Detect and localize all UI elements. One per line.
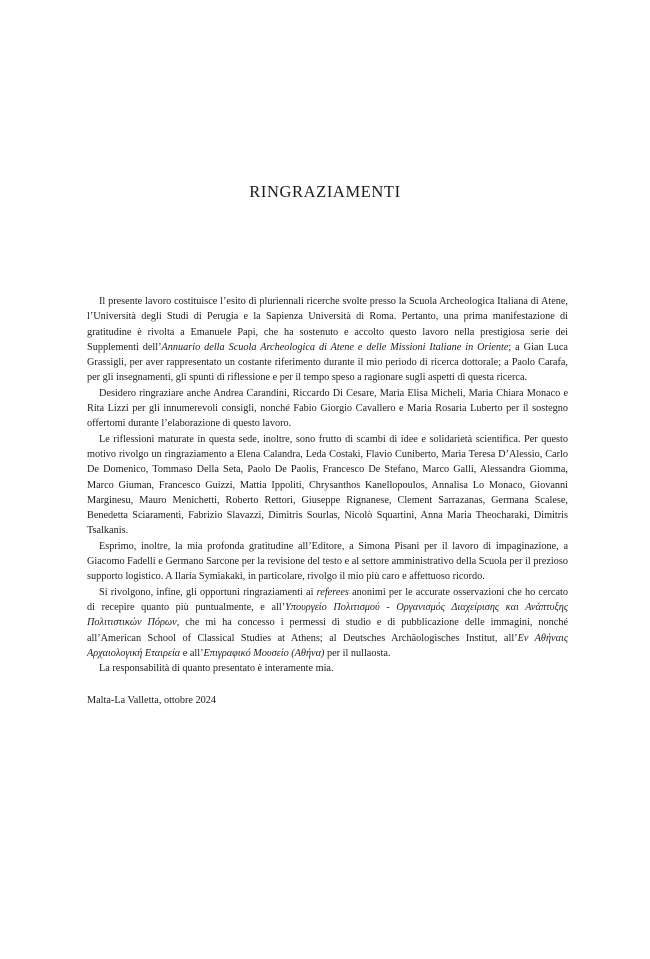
text-run: e all’ — [180, 647, 204, 659]
text-run: Si rivolgono, infine, gli opportuni ringraziamenti ai — [99, 586, 317, 598]
text-run: Desidero ringraziare anche Andrea Carandini, Riccardo Di Cesare, Maria Elisa Micheli, Maria Chiara Monaco e Rita Lizzi per gli innumerevoli consigli, nonché Fabio Giorgio Cavallero e Maria Rosaria Luberto per il sostegno offertomi durante l’elaborazione di questo lavoro. — [87, 387, 568, 430]
text-run: per il nullaosta. — [324, 647, 391, 659]
text-run: Esprimo, inoltre, la mia profonda gratitudine all’Editore, a Simona Pisani per il lavoro di impaginazione, a Giacomo Fadelli e Germano Sarcone per la revisione del testo e al settore amministrativo della Scuola per il prezioso supporto logistico. A Ilaria Symiakaki, in particolare, rivolgo il mio più caro e affettuoso ricordo. — [87, 540, 568, 583]
paragraph — [87, 432, 568, 539]
paragraph — [87, 539, 568, 585]
text-run: Le riflessioni maturate in questa sede, inoltre, sono frutto di scambi di idee e solidarietà scientifica. Per questo motivo rivolgo un ringraziamento a Elena Calandra, Leda Costaki, Flavio Cuniberto, Maria Teresa D’Alessio, Carlo De Domenico, Tommaso Della Seta, Paolo De Paolis, Francesco De Stefano, Marco Galli, Alessandra Giomma, Marco Giuman, Francesco Guizzi, Mattia Ippoliti, Chrysanthos Kanellopoulos, Annalisa Lo Monaco, Giovanni Marginesu, Mauro Menichetti, Roberto Rettori, Giuseppe Rignanese, Clement Sarrazanas, Germana Scalese, Benedetta Sciaramenti, Fabrizio Slavazzi, Dimitris Sourlas, Nicolò Squartini, Anna Maria Theocharaki, Dimitris Tsalkanis. — [87, 433, 568, 537]
paragraph — [87, 585, 568, 661]
italic-greek-name: Υπουργείο Πολιτισμού - Οργανισμός Διαχείρισης και Ανάπτυξης Πολιτιστικών Πόρων — [87, 601, 568, 629]
italic-title: Annuario della Scuola Archeologica di Atene e delle Missioni Italiane in Oriente — [161, 341, 509, 353]
italic-greek-name: Εν Αθήναις Αρχαιολογική Εταιρεία — [87, 632, 568, 659]
text-run: anonimi per le accurate osservazioni che ho cercato di recepire quanto più puntualmente, e all’ — [87, 586, 568, 613]
acknowledgements-body — [87, 294, 568, 709]
text-run: Il presente lavoro costituisce l’esito di pluriennali ricerche svolte presso la Scuola Archeologica Italiana di Atene, l’Università degli Studi di Perugia e la Sapienza Università di Roma. Pertanto, una prima manifestazione di gratitudine è rivolta a Emanuele Papi, che ha sostenuto e accolto questo lavoro nella prestigiosa serie dei Supplementi dell’ — [87, 296, 568, 353]
paragraph — [87, 294, 568, 386]
signature-place-date: Malta-La Valletta, ottobre 2024 — [87, 695, 217, 707]
page-title: RINGRAZIAMENTI — [249, 182, 401, 201]
text-run: ; a Gian Luca Grassigli, per aver rappresentato un costante riferimento durante il mio periodo di ricerca dottorale; a Paolo Carafa, per gli insegnamenti, gli spunti di riflessione e per il tempo speso a ragionare sugli aspetti di questa ricerca. — [87, 341, 568, 384]
italic-term: referees — [316, 586, 349, 598]
text-run: La responsabilità di quanto presentato è interamente mia. — [99, 663, 334, 675]
italic-greek-name: Επιγραφικό Μουσείο (Αθήνα) — [203, 647, 325, 659]
paragraph — [87, 386, 568, 432]
paragraph — [87, 661, 568, 676]
text-run: , che mi ha concesso i permessi di studio e di pubblicazione delle immagini, nonché all’American School of Classical Studies at Athens; al Deutsches Archäologisches Institut, all’ — [87, 617, 568, 644]
